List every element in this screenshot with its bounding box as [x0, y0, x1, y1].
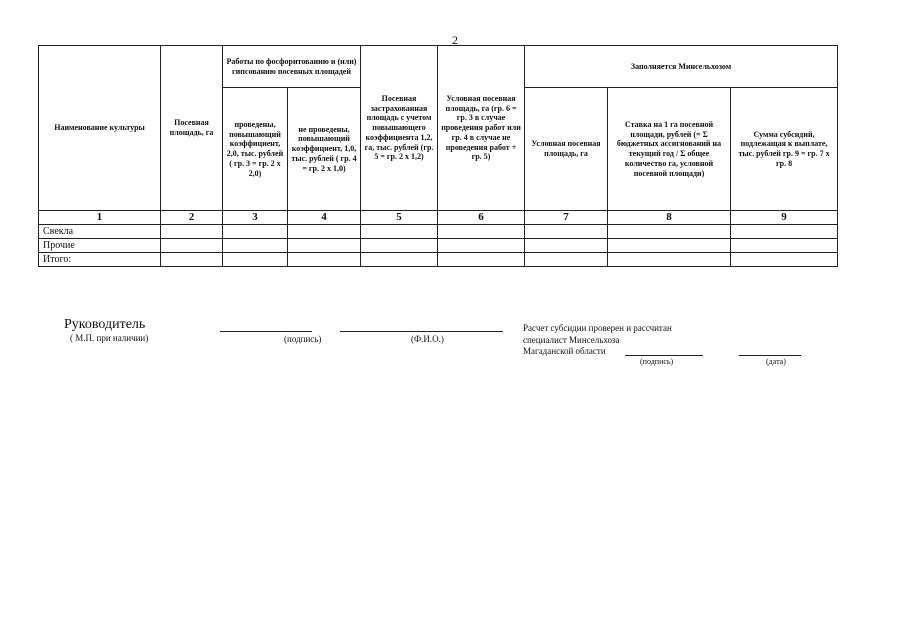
check-date-label: (дата)	[766, 357, 786, 366]
signature-line	[220, 331, 312, 332]
table-cell	[288, 239, 361, 253]
director-title: Руководитель	[64, 317, 146, 332]
table-cell	[438, 225, 525, 239]
column-number: 7	[525, 211, 608, 225]
header-insured-area: Посевная застрахованная площадь с учетом повышающего коэффициента 1,2, га, тыс. рублей (гр. 5 = гр. 2 х 1,2)	[361, 46, 438, 211]
table-cell	[361, 225, 438, 239]
check-date-line	[739, 355, 801, 356]
header-rate-per-ha: Ставка на 1 га посевной площади, рублей (= Σ бюджетных ассигнований на текущий год / Σ общее количество га, условной посевной площади)	[608, 88, 731, 211]
table-cell	[608, 225, 731, 239]
row-label-beet: Свекла	[39, 225, 161, 239]
header-works-group: Работы по фосфоритованию и (или) гипсованию посевных площадей	[223, 46, 361, 88]
column-number: 5	[361, 211, 438, 225]
table-cell	[161, 225, 223, 239]
table-cell	[525, 253, 608, 267]
header-works-done: проведены, повышающий коэффициент, 2,0, тыс. рублей ( гр. 3 = гр. 2 х 2,0)	[223, 88, 288, 211]
signature-label: (подпись)	[284, 334, 322, 344]
header-conditional-area: Условная посевная площадь, га (гр. 6 = гр. 3 в случае проведения работ или гр. 4 в случае не проведения работ + гр. 5)	[438, 46, 525, 211]
check-signature-label: (подпись)	[640, 357, 674, 366]
table-cell	[161, 239, 223, 253]
name-line	[340, 331, 503, 332]
table-cell	[438, 253, 525, 267]
table-cell	[731, 239, 838, 253]
table-cell	[161, 253, 223, 267]
header-works-not-done: не проведены, повышающий коэффициент, 1,0, тыс. рублей ( гр. 4 = гр. 2 х 1,0)	[288, 88, 361, 211]
header-ministry-conditional-area: Условная посевная площадь, га	[525, 88, 608, 211]
check-signature-line	[625, 355, 703, 356]
column-number: 6	[438, 211, 525, 225]
table-cell	[223, 253, 288, 267]
stamp-note: ( М.П. при наличии)	[70, 333, 149, 343]
check-line-1: Расчет субсидии проверен и рассчитан	[523, 323, 672, 333]
table-cell	[731, 253, 838, 267]
table-cell	[525, 225, 608, 239]
check-line-3: Магаданской области	[523, 346, 606, 356]
table-cell	[361, 239, 438, 253]
table-cell	[288, 225, 361, 239]
table-row	[39, 225, 838, 239]
table-cell	[731, 225, 838, 239]
header-crop-name: Наименование культуры	[39, 46, 161, 211]
check-line-2: специалист Минсельхоза	[523, 335, 620, 345]
table-cell	[608, 253, 731, 267]
column-number: 8	[608, 211, 731, 225]
column-number: 2	[161, 211, 223, 225]
column-number: 4	[288, 211, 361, 225]
table-row	[39, 239, 838, 253]
row-label-total: Итого:	[39, 253, 161, 267]
page-number: 2	[452, 33, 458, 47]
header-subsidy-sum: Сумма субсидий, подлежащая к выплате, тыс. рублей гр. 9 = гр. 7 х гр. 8	[731, 88, 838, 211]
table-cell	[438, 239, 525, 253]
row-label-other: Прочие	[39, 239, 161, 253]
subsidy-table	[38, 45, 838, 267]
column-number: 3	[223, 211, 288, 225]
header-sown-area: Посевная площадь, га	[161, 46, 223, 211]
table-cell	[525, 239, 608, 253]
table-cell	[608, 239, 731, 253]
column-number: 9	[731, 211, 838, 225]
table-cell	[223, 239, 288, 253]
column-number: 1	[39, 211, 161, 225]
name-label: (Ф.И.О.)	[411, 334, 444, 344]
table-cell	[361, 253, 438, 267]
header-ministry-group: Заполняется Минсельхозом	[525, 46, 838, 88]
table-cell	[288, 253, 361, 267]
table-row	[39, 253, 838, 267]
table-cell	[223, 225, 288, 239]
